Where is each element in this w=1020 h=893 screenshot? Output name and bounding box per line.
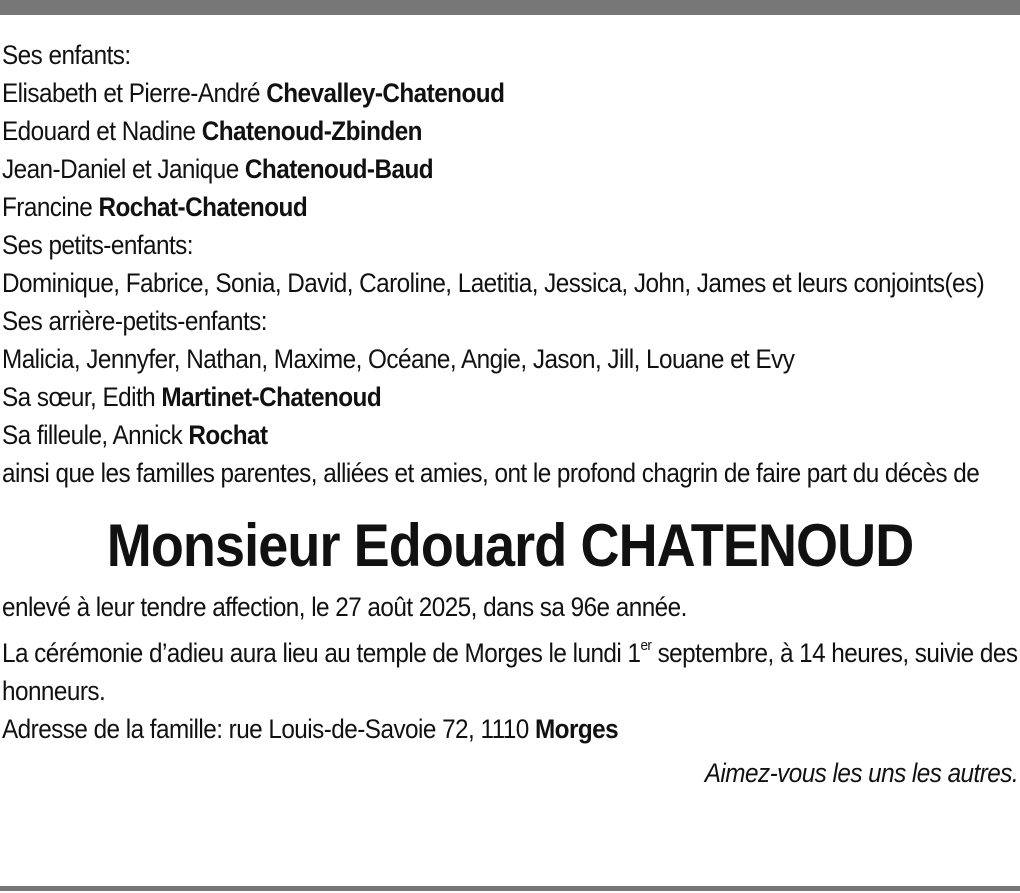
goddaughter-entry (2, 416, 1018, 454)
child-given-names: Edouard et Nadine (2, 116, 196, 146)
grandchildren-heading: Ses petits-enfants: (2, 230, 194, 260)
ceremony-text-start: La cérémonie d’adieu aura lieu au temple de Morges le lundi 1 (2, 638, 641, 668)
grandchildren-list: Dominique, Fabrice, Sonia, David, Caroline, Laetitia, Jessica, John, James et leurs conjoints(es) (2, 268, 985, 298)
address-city: Morges (534, 714, 619, 744)
child-family-name: Rochat-Chatenoud (98, 192, 308, 222)
child-entry (2, 188, 1018, 226)
death-info: enlevé à leur tendre affection, le 27 août 2025, dans sa 96e année. (2, 592, 687, 622)
ceremony-text-end: septembre, à 14 heures, suivie des honneurs. (2, 638, 1018, 706)
ceremony-info (2, 634, 1018, 710)
child-family-name: Chevalley-Chatenoud (266, 78, 505, 108)
goddaughter-given: Sa filleule, Annick (2, 420, 183, 450)
goddaughter-family-name: Rochat (188, 420, 268, 450)
sister-given: Sa sœur, Edith (2, 382, 156, 412)
deceased-name: Monsieur Edouard CHATENOUD (106, 512, 914, 579)
child-entry (2, 150, 1018, 188)
announcement-text: ainsi que les familles parentes, alliées et amies, ont le profond chagrin de faire part du décès de (2, 458, 980, 488)
sister-entry (2, 378, 1018, 416)
child-entry (2, 112, 1018, 150)
child-given-names: Francine (2, 192, 93, 222)
children-heading: Ses enfants: (2, 40, 131, 70)
child-family-name: Chatenoud-Baud (244, 154, 434, 184)
family-address (2, 710, 1018, 748)
child-entry (2, 74, 1018, 112)
child-given-names: Jean-Daniel et Janique (2, 154, 239, 184)
child-family-name: Chatenoud-Zbinden (201, 116, 422, 146)
ordinal-suffix: er (640, 637, 652, 654)
closing-motto: Aimez-vous les uns les autres. (704, 758, 1019, 788)
sister-family-name: Martinet-Chatenoud (161, 382, 382, 412)
great-grandchildren-heading: Ses arrière-petits-enfants: (2, 306, 267, 336)
obituary-notice (2, 36, 1018, 792)
bottom-divider (0, 886, 1020, 891)
great-grandchildren-list: Malicia, Jennyfer, Nathan, Maxime, Océane, Angie, Jason, Jill, Louane et Evy (2, 344, 795, 374)
top-divider (0, 0, 1020, 15)
address-text: Adresse de la famille: rue Louis-de-Savoie 72, 1110 (2, 714, 529, 744)
child-given-names: Elisabeth et Pierre-André (2, 78, 260, 108)
